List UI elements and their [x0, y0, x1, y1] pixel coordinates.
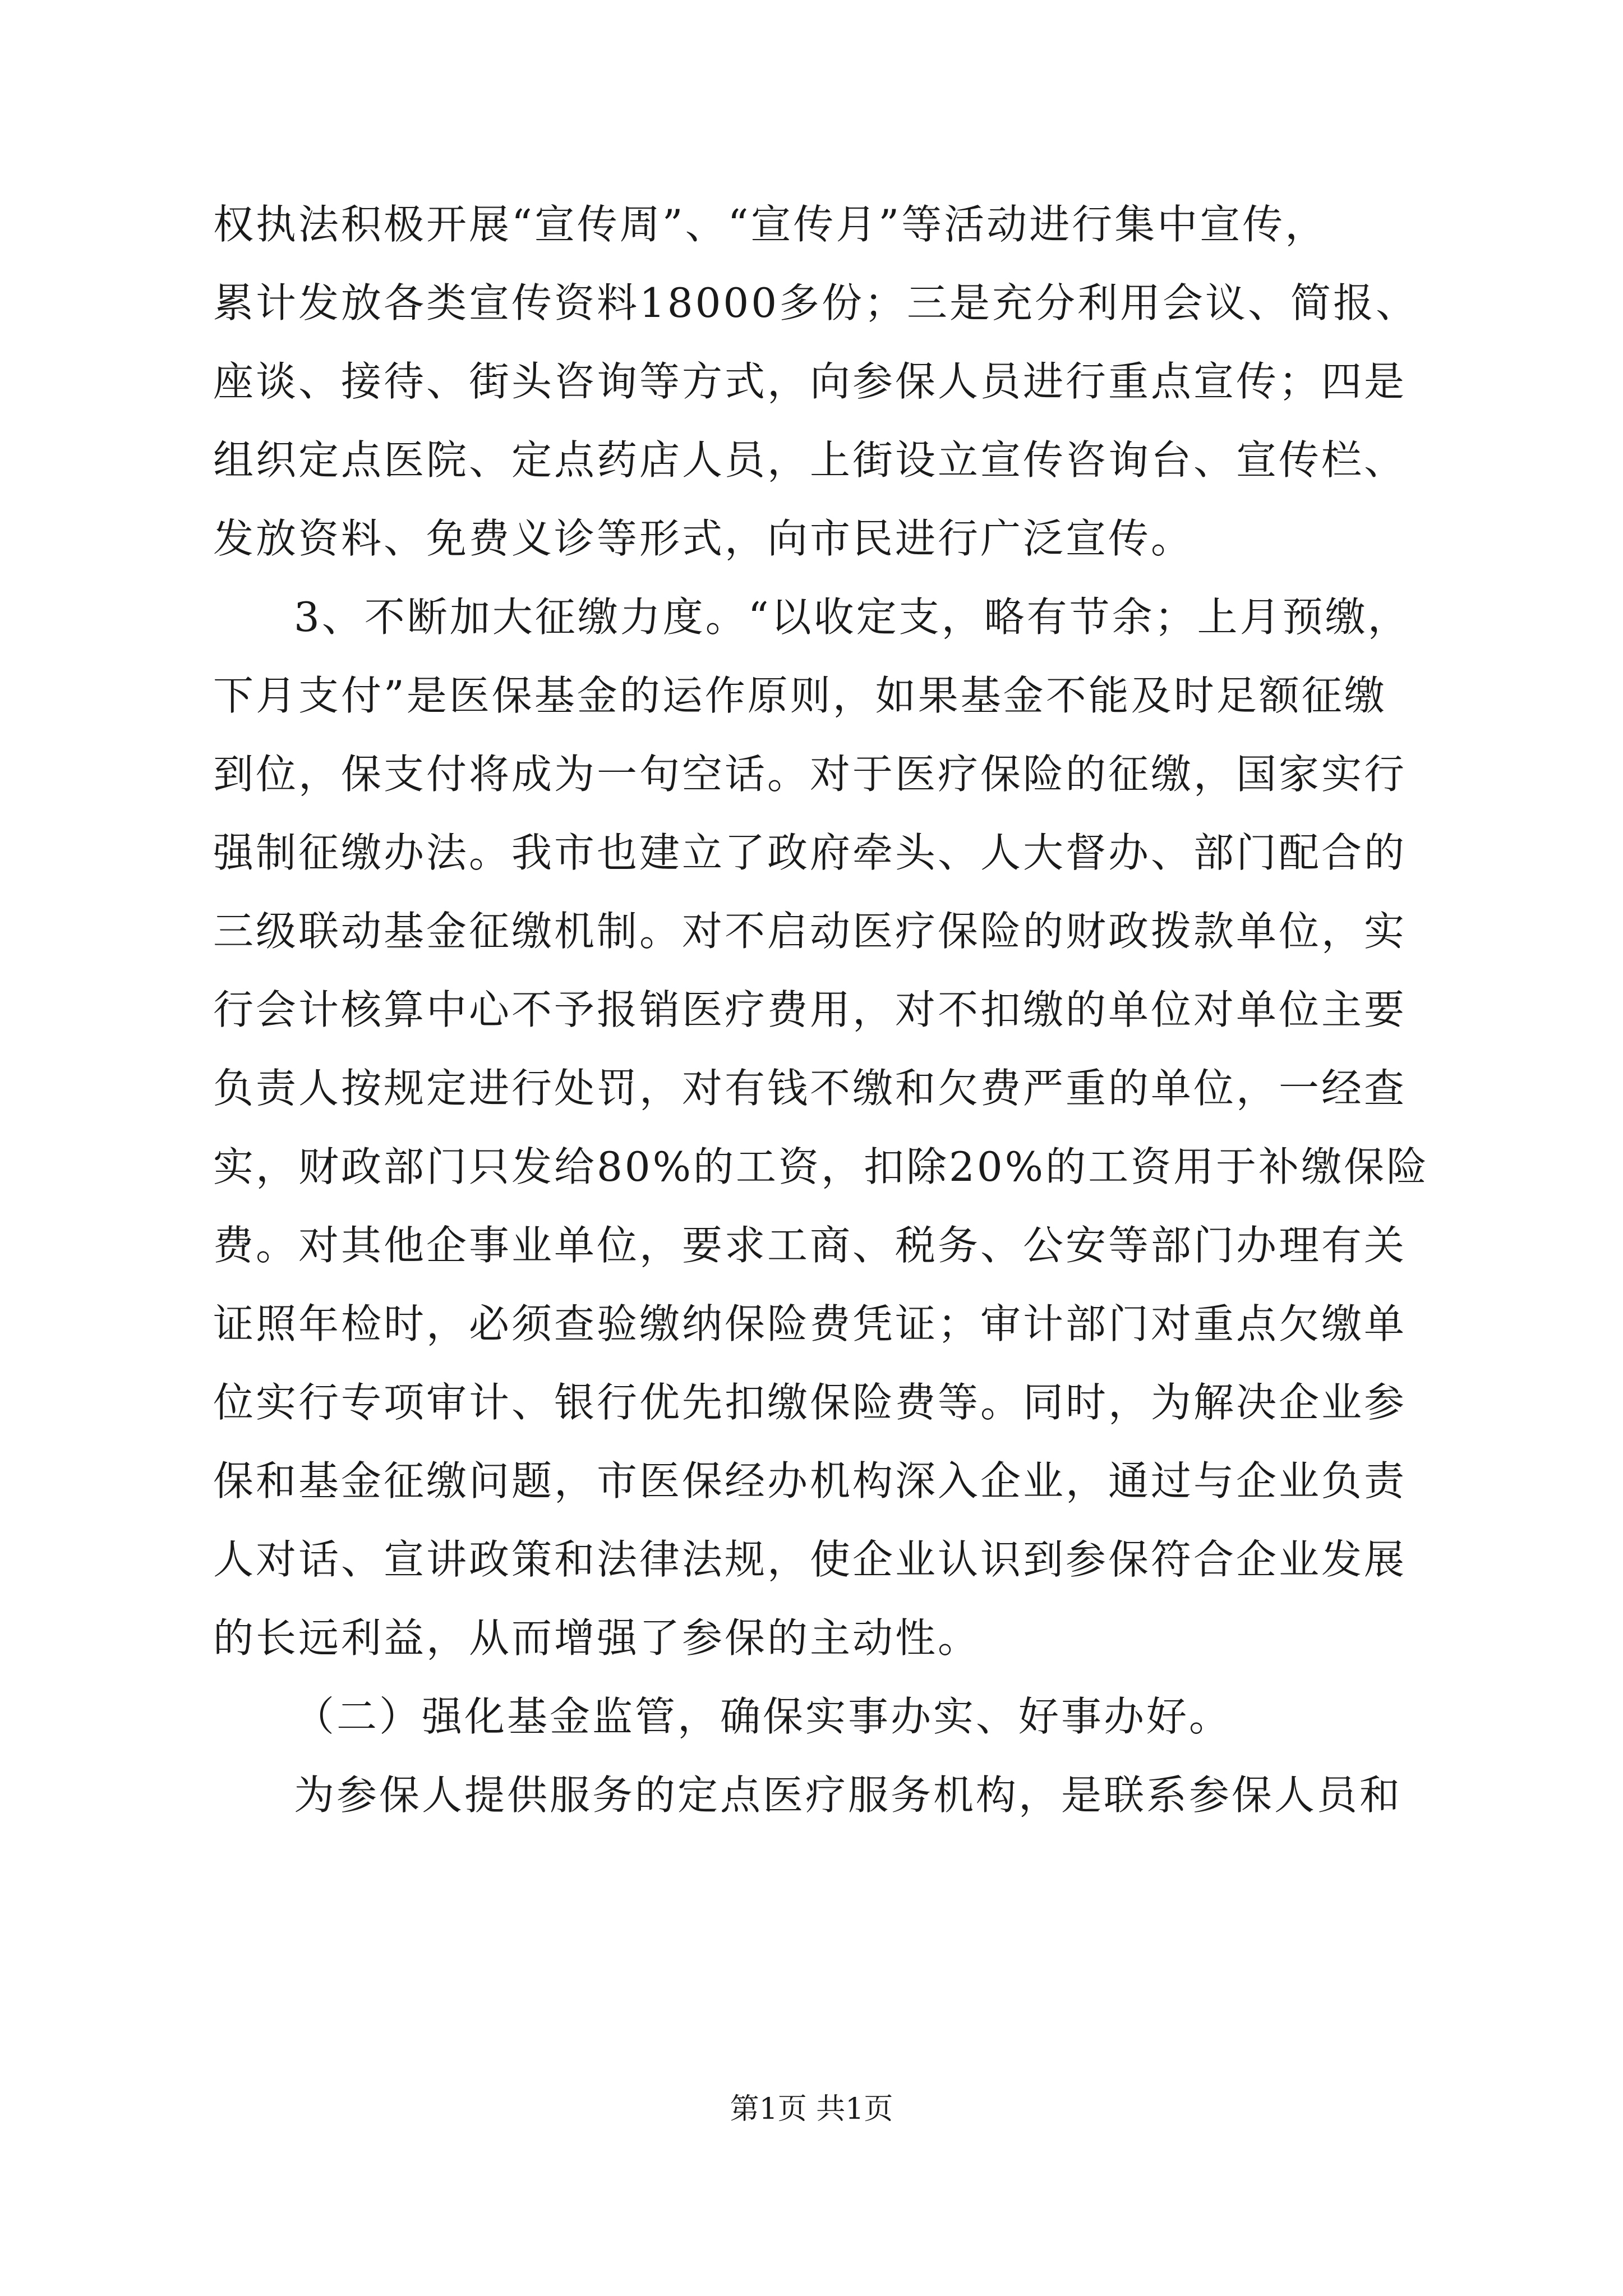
document-body	[213, 185, 1436, 1834]
text-line: 为参保人提供服务的定点医疗服务机构，是联系参保人员和	[294, 1772, 1403, 1819]
text-line: 位实行专项审计、银行优先扣缴保险费等。同时，为解决企业参	[213, 1379, 1407, 1426]
text-line: 组织定点医院、定点药店人员，上街设立宣传咨询台、宣传栏、	[213, 436, 1407, 484]
text-line: 强制征缴办法。我市也建立了政府牵头、人大督办、部门配合的	[213, 829, 1407, 876]
text-line: 实，财政部门只发给80%的工资，扣除20%的工资用于补缴保险	[213, 1143, 1430, 1190]
page-footer: 第1页 共1页	[730, 2092, 893, 2126]
text-line: 人对话、宣讲政策和法律法规，使企业认识到参保符合企业发展	[213, 1536, 1407, 1583]
text-line: 权执法积极开展“宣传周”、“宣传月”等活动进行集中宣传，	[213, 201, 1328, 248]
text-line: 累计发放各类宣传资料18000多份；三是充分利用会议、简报、	[213, 279, 1419, 326]
text-line: 发放资料、免费义诊等形式，向市民进行广泛宣传。	[213, 515, 1194, 562]
text-line: 三级联动基金征缴机制。对不启动医疗保险的财政拨款单位，实	[213, 908, 1407, 955]
text-line: 行会计核算中心不予报销医疗费用，对不扣缴的单位对单位主要	[213, 986, 1407, 1033]
text-line: 下月支付”是医保基金的运作原则，如果基金不能及时足额征缴	[213, 672, 1387, 719]
text-line: 负责人按规定进行处罚，对有钱不缴和欠费严重的单位，一经查	[213, 1065, 1407, 1112]
text-line: 到位，保支付将成为一句空话。对于医疗保险的征缴，国家实行	[213, 751, 1407, 798]
text-line: 保和基金征缴问题，市医保经办机构深入企业，通过与企业负责	[213, 1457, 1407, 1504]
text-line: 证照年检时，必须查验缴纳保险费凭证；审计部门对重点欠缴单	[213, 1300, 1407, 1347]
paragraph-heading-3: 3、不断加大征缴力度。“以收定支，略有节余；上月预缴，	[294, 593, 1410, 641]
section-heading: （二）强化基金监管，确保实事办实、好事办好。	[294, 1693, 1232, 1740]
text-line: 的长远利益，从而增强了参保的主动性。	[213, 1614, 981, 1662]
text-line: 座谈、接待、街头咨询等方式，向参保人员进行重点宣传；四是	[213, 358, 1407, 405]
text-line: 费。对其他企事业单位，要求工商、税务、公安等部门办理有关	[213, 1222, 1407, 1269]
